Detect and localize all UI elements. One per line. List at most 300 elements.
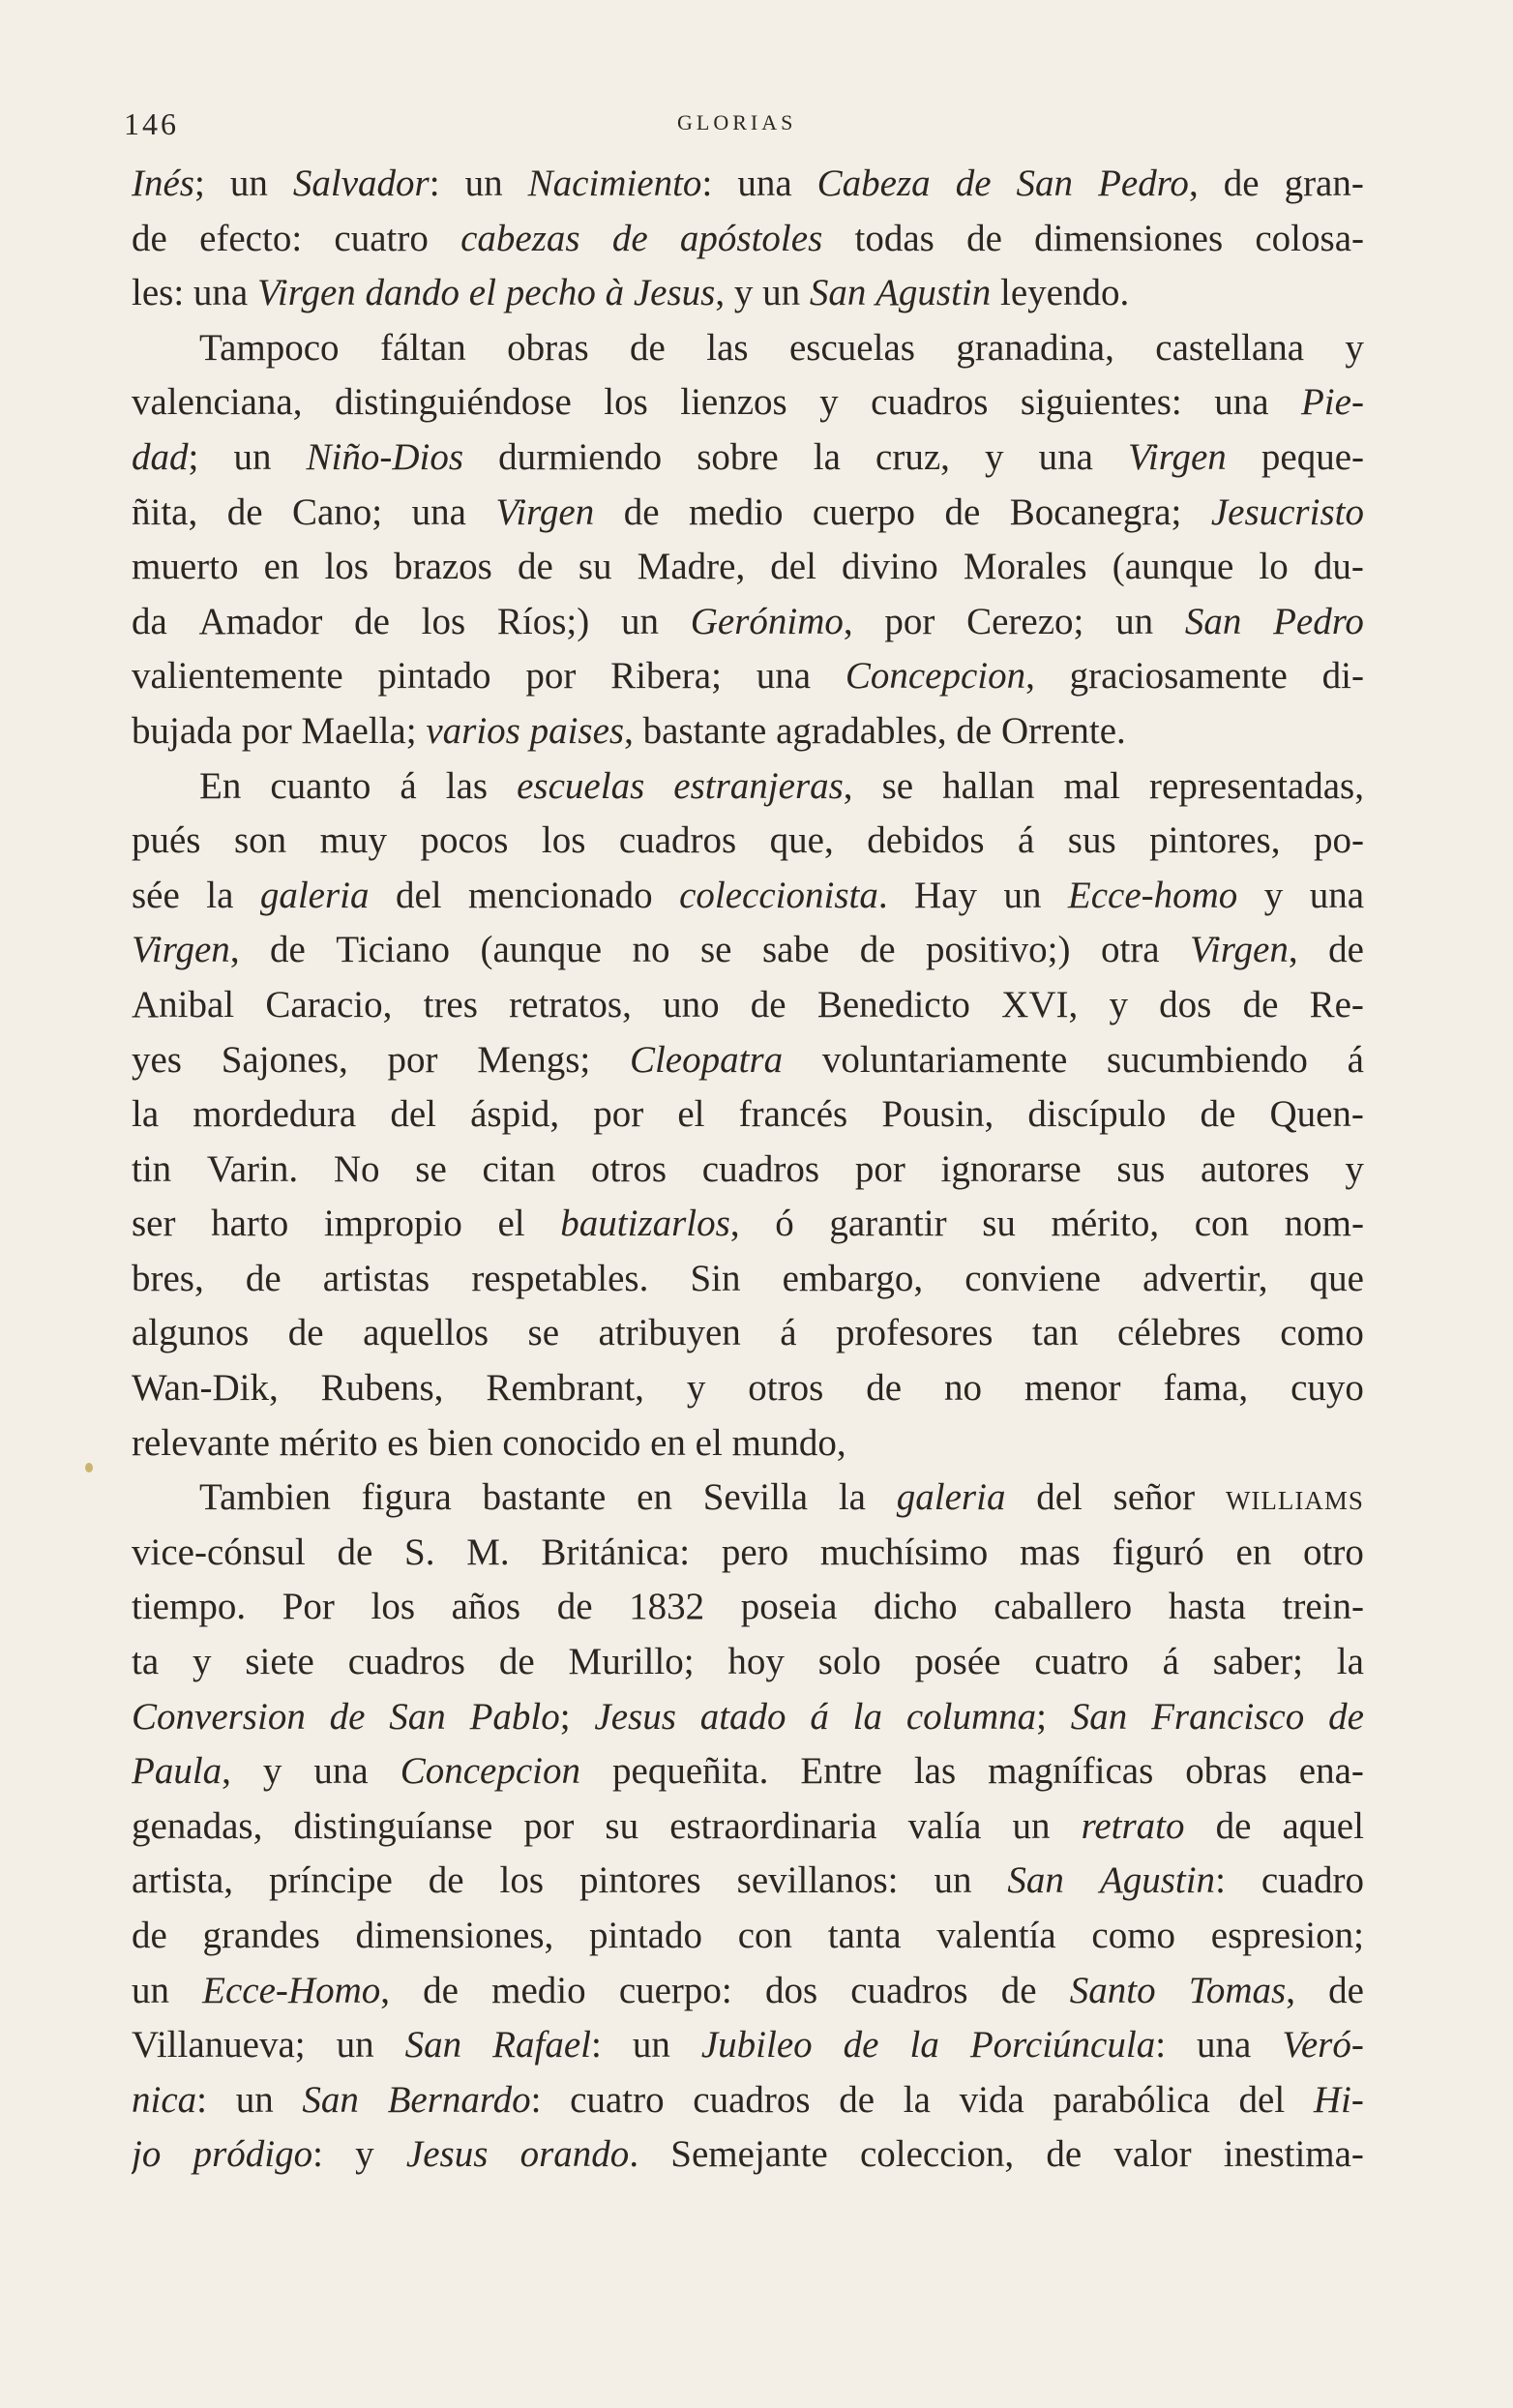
word: figura [361,1476,452,1519]
word: Entre [800,1750,882,1793]
word: en [1235,1531,1272,1573]
word-group [1100,1854,1226,1909]
word-group [846,649,1035,704]
word: cuatro [570,2078,665,2121]
word: un [233,435,272,478]
italic-word: Virgen [256,272,356,314]
word: ; [1036,1695,1047,1738]
word: de [1215,1804,1252,1847]
word: pintores [579,1859,701,1902]
word: , [1188,163,1199,204]
word: cuyo [1290,1367,1364,1410]
word-group [530,704,634,759]
word-group [528,157,713,212]
word: mundo, [731,1421,846,1464]
word: graciosamente [1069,655,1288,698]
italic-word: San [1016,163,1074,204]
word-group [906,1690,1047,1745]
word: Tampoco [199,326,340,369]
word: ; [193,163,205,204]
word: Ticiano [336,929,451,971]
word: les: [132,272,185,314]
word: en [650,1421,686,1464]
italic-word: Virgen [1127,435,1227,478]
word: pintado [377,655,491,698]
italic-word: varios [426,709,520,752]
word: mal [1063,764,1120,807]
text-line [132,1471,1364,1526]
word: por [241,709,292,752]
word: de [750,983,786,1026]
italic-word: Ecce-Homo [202,1969,381,2011]
word: , [1288,929,1298,971]
word: parabólica [1053,2078,1210,2121]
word: figuró [1112,1531,1204,1573]
word: pero [721,1531,789,1573]
word: hasta [1168,1586,1246,1628]
word: y [193,1641,212,1683]
word: de [498,1641,535,1683]
text-line [132,2018,1364,2073]
word: trein- [1282,1586,1364,1628]
text-line [132,704,1364,759]
word: tin [132,1147,172,1190]
word: por [387,1038,438,1081]
word: durmiendo [498,435,663,478]
word: sabe [761,929,830,971]
text-line [132,1964,1364,2019]
word: valentía [936,1915,1056,1956]
word: XVI, [1001,983,1079,1026]
italic-word: Cabeza [816,163,931,204]
italic-word: de [611,217,648,259]
word: cuatro [1034,1641,1129,1683]
word: distinguíanse [293,1804,493,1847]
word: Pousin, [881,1093,994,1136]
word: y [355,2133,374,2176]
text-line [132,1635,1364,1690]
word: de [423,1969,459,2011]
word: obras [1185,1750,1267,1793]
word: Orrente. [1000,709,1126,752]
word: espresion; [1210,1915,1364,1956]
word: cuadros [618,819,737,862]
word: la [206,874,234,916]
text-line [132,1854,1364,1909]
word: cuadros [693,2078,811,2121]
word: du- [1313,546,1364,588]
word: un [132,1969,169,2011]
word: los [421,600,466,642]
word: de [839,2078,875,2121]
word: ; [559,1695,571,1738]
word: la [838,1476,866,1519]
word-group [293,157,440,212]
word: de [287,1312,324,1354]
italic-word: à [605,272,625,314]
italic-word: atado [699,1695,786,1738]
word: de [556,1586,593,1628]
italic-word: Concepcion [845,655,1026,698]
word: En [199,764,242,807]
word: hoy [727,1641,785,1683]
word: áspid, [470,1093,560,1136]
word-group [202,1964,390,2019]
word: un [620,600,659,642]
text-line [132,486,1364,541]
word-group [132,157,205,212]
body-text [132,157,1364,2183]
italic-word: Veró- [1282,2024,1364,2066]
word: algunos [132,1312,250,1354]
word: sobre [697,435,779,478]
ink-spot [85,1463,93,1472]
word: señor [1112,1476,1196,1519]
word: sus [1067,819,1116,862]
word: Ribera; [610,655,722,698]
text-line [132,266,1364,321]
text-line [132,1909,1364,1964]
italic-word: la [909,2024,939,2066]
italic-word: Pedro [1098,163,1189,204]
italic-word: Jubileo [700,2024,813,2066]
word: de [1328,929,1364,971]
word: tiempo. [132,1586,247,1628]
word: y [1345,326,1364,369]
word: á [1162,1641,1179,1683]
word: Mengs; [477,1038,591,1081]
word: dos [1159,983,1212,1026]
word: medio [491,1969,586,2011]
word: agradables, [776,709,947,752]
word: se [881,764,914,807]
word: efecto: [199,217,303,259]
text-line [132,1143,1364,1198]
word: : [530,2078,542,2121]
word: medio [688,491,784,533]
word: cuadros [850,1969,968,2011]
word: poseia [740,1586,838,1628]
word: Caracio, [265,983,393,1026]
italic-word: de [329,1695,366,1738]
word: dicho [874,1586,958,1628]
word: del [390,1093,436,1136]
word: sevillanos: [736,1859,899,1902]
word: Rubens, [320,1367,444,1410]
word: , [729,1203,740,1245]
word: profesores [836,1312,994,1354]
word: No [333,1147,380,1190]
word: Tambien [199,1476,331,1519]
italic-word: dando [365,272,460,314]
word: de [623,491,660,533]
word: valenciana, [132,381,303,424]
word: de [944,491,981,533]
word: su [578,546,612,588]
word: ser [132,1203,176,1245]
text-line [132,1690,1364,1745]
word: (aunque [1112,546,1234,588]
word: Rembrant, [486,1367,644,1410]
word: cuerpo [812,491,916,533]
word: á [780,1312,797,1354]
italic-word: Rafael [492,2024,591,2066]
word: pequeñita. [612,1750,769,1793]
word: en [637,1476,672,1519]
word: : [429,163,440,204]
text-line [132,978,1364,1033]
italic-word: apóstoles [679,217,823,259]
word-group [634,266,725,321]
text-line [132,923,1364,978]
italic-word: Pablo [469,1695,560,1738]
word: la [813,435,841,478]
word: una [737,163,792,204]
italic-word: Concepcion [400,1750,581,1793]
word: un [1003,874,1042,916]
word: años [451,1586,521,1628]
italic-word: nica [132,2078,197,2121]
text-line [132,2127,1364,2183]
italic-word: orando [519,2133,630,2176]
word: Villanueva; [132,2024,306,2066]
word-group [492,2018,602,2073]
italic-word: la [852,1695,883,1738]
word: son [233,819,287,862]
italic-word: Agustin [875,272,992,314]
word: 1832 [629,1586,705,1628]
word: Hay [914,874,978,916]
italic-word: San [809,272,867,314]
word: se [700,929,732,971]
word: relevante [132,1421,270,1464]
word: po- [1313,819,1364,862]
word: de [337,1531,373,1573]
word: la [903,2078,931,2121]
italic-word: San [1070,1695,1128,1738]
word: valor [1113,2133,1192,2176]
word: brazos [394,546,492,588]
word: cruz, [875,435,950,478]
word: : [196,2078,207,2121]
word: de [270,929,306,971]
italic-word: Conversion [132,1695,306,1738]
word: de [859,929,896,971]
italic-word: Nacimiento [527,163,702,204]
word: Sevilla [702,1476,809,1519]
italic-word: Santo [1069,1969,1156,2011]
italic-word: bautizarlos [560,1203,730,1245]
italic-word: Cleopatra [629,1038,784,1081]
word: por [884,600,935,642]
word: mérito [279,1421,378,1464]
word: bastante [642,709,767,752]
word: de [1223,163,1260,204]
word: , [1286,1969,1295,2011]
word: , [624,709,634,752]
word: valía [907,1804,982,1847]
italic-word: San [404,2024,462,2066]
italic-word: Agustin [1099,1859,1216,1902]
word: con [737,1915,793,1956]
word: célebres [1117,1312,1241,1354]
word: grandes [202,1915,320,1956]
word: (aunque [480,929,603,971]
italic-word: Hi- [1313,2078,1364,2121]
word: divino [842,546,938,588]
word: nom- [1284,1203,1364,1245]
word: caballero [994,1586,1133,1628]
text-line [132,1197,1364,1252]
italic-word: de [1328,1695,1364,1738]
word: del [395,874,442,916]
word: un [934,1859,972,1902]
word: con [1194,1203,1250,1245]
word: : [1155,2024,1167,2066]
word: de [1000,1969,1037,2011]
word: cuerpo: [618,1969,732,2011]
text-line [132,1580,1364,1635]
word-group [691,595,853,650]
word: cuanto [270,764,371,807]
word: Amador [198,600,323,642]
word: Cerezo; [966,600,1084,642]
word-group [970,2018,1166,2073]
word: de [517,546,553,588]
italic-word: Jesus [633,272,716,314]
word: Sin [690,1257,741,1299]
word: una [193,272,249,314]
page-number: 146 [124,106,179,141]
text-line [132,1252,1364,1307]
word: tres [423,983,478,1026]
italic-word: paises [529,709,625,752]
text-line [132,1087,1364,1143]
text-line [132,321,1364,376]
text-line [132,1526,1364,1581]
word: Cano; [291,491,383,533]
word: del [1036,1476,1083,1519]
word: cuadros [347,1641,465,1683]
word: leyendo. [999,272,1130,314]
word: las [445,764,489,807]
word: de [630,326,666,369]
word: da [132,600,167,642]
word: impropio [323,1203,462,1245]
running-head: GLORIAS [677,110,797,134]
word: su [982,1203,1016,1245]
text-line [132,869,1364,924]
text-line [132,2073,1364,2128]
word: mas [1019,1531,1081,1573]
italic-word: Virgen [132,929,230,971]
word: ignorarse [940,1147,1082,1190]
word: del [770,546,816,588]
word: atribuyen [598,1312,741,1354]
word: una [1309,874,1364,916]
word: : [701,163,713,204]
word: sucumbiendo [1106,1038,1308,1081]
word: : [1215,1859,1226,1902]
word: ena- [1298,1750,1364,1793]
word: que, [769,819,834,862]
word: siete [245,1641,314,1683]
italic-word: columna [905,1695,1037,1738]
word: hallan [942,764,1035,807]
italic-word: Pedro [1273,600,1364,642]
italic-word: Virgen [495,491,595,533]
italic-word: Jesus [594,1695,676,1738]
word: Madre, [637,546,746,588]
word-group [132,431,198,486]
word: un [464,163,503,204]
word: por [523,1804,575,1847]
word: Anibal [132,983,235,1026]
word: y [984,435,1004,478]
word: citan [482,1147,556,1190]
word: retratos, [509,983,632,1026]
page-header [116,106,1374,145]
word: ta [132,1641,160,1683]
word: cuadro [1261,1859,1364,1902]
italic-word: Inés [132,163,194,204]
word: muchísimo [819,1531,989,1573]
word: , [843,600,853,642]
italic-word: Virgen [1190,929,1289,971]
italic-word: Ecce-homo [1067,874,1238,916]
italic-word: San [1007,1859,1064,1902]
italic-word: escuelas [517,764,645,807]
word: de [226,491,263,533]
italic-word: San [302,2078,359,2121]
word: otro [1303,1531,1364,1573]
word: Quen- [1269,1093,1364,1136]
word: ó [775,1203,794,1245]
word: de [1242,983,1279,1026]
word: el [677,1093,705,1136]
word: de [966,217,1002,259]
word: cuadros [701,1147,820,1190]
word-group [1189,1964,1295,2019]
word: Wan-Dik, [132,1367,279,1410]
word: granadina, [956,326,1114,369]
word: pocos [420,819,509,862]
italic-word: Francisco [1151,1695,1305,1738]
word: una [313,1750,369,1793]
word: escuelas [789,326,915,369]
word: á [1347,1038,1364,1081]
word: otros [591,1147,668,1190]
word: un [632,2024,670,2066]
word: . [877,874,888,916]
text-line [132,1033,1364,1088]
word: bastante [482,1476,607,1519]
word: coleccion, [859,2133,1015,2176]
word: se [527,1312,560,1354]
word: muerto [132,546,239,588]
word: magníficas [988,1750,1154,1793]
word: advertir, [1142,1257,1268,1299]
word: de [866,1367,903,1410]
word: bujada [132,709,232,752]
word: una [1038,435,1093,478]
italic-word: Porciúncula [969,2024,1156,2066]
word: Varin. [206,1147,299,1190]
word: cuadros [871,381,989,424]
word: un [762,272,801,314]
word: , [715,272,726,314]
word: otra [1100,929,1160,971]
